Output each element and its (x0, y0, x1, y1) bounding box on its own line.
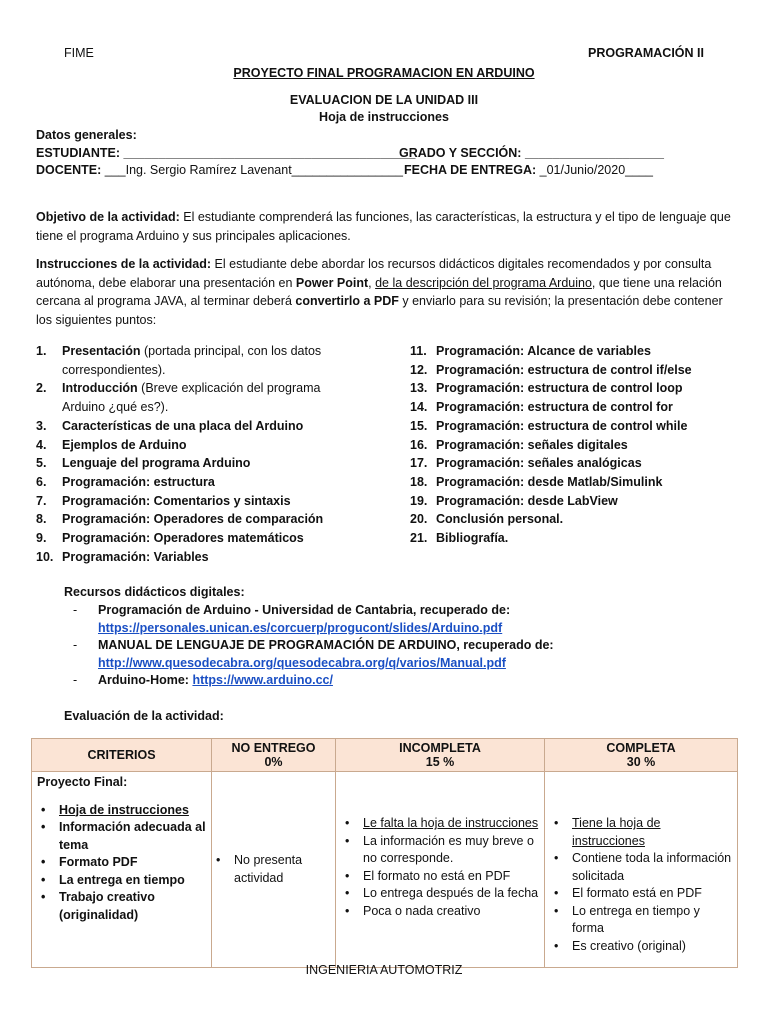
header-score: 0% (264, 755, 283, 769)
list-item (36, 379, 336, 416)
list-item (410, 510, 740, 529)
list-number: 4. (36, 437, 47, 452)
list-item (410, 529, 740, 548)
list-item (550, 938, 732, 956)
list-item (36, 529, 336, 548)
list-number: 21. (410, 531, 428, 546)
list-number: 14. (410, 400, 428, 415)
grade-label: GRADO Y SECCIÓN: (399, 146, 525, 160)
document-subtitle: EVALUACION DE LA UNIDAD III (289, 93, 479, 107)
list-number: 18. (410, 474, 428, 489)
list-item (410, 473, 740, 492)
resources-heading: Recursos didácticos digitales: (64, 585, 245, 599)
list-item (550, 903, 732, 938)
instructions-text-1: El estudiante debe abordar los recursos didácticos digitales recomendados y por consulta autónoma, debe elaborar una presentación en (36, 257, 712, 290)
instructions-text-3: , que tiene una relación cercana al programa JAVA, al terminar deberá (36, 275, 722, 308)
header-completa (545, 739, 738, 772)
resource-text: Programación de Arduino - Universidad de Cantabria, recuperado de: (98, 603, 511, 617)
list-item (37, 872, 206, 890)
list-item-title: Bibliografía. (436, 531, 509, 546)
incompleta-item: Lo entrega después de la fecha (363, 886, 539, 900)
list-item-title: Programación: Comentarios y sintaxis (62, 493, 291, 508)
list-item (410, 417, 740, 436)
header-score: 15 % (425, 755, 455, 769)
no-entrego-item: No presenta actividad (234, 853, 303, 885)
list-number: 19. (410, 493, 428, 508)
instructions-text-4: y enviarlo para su revisión; la presentación debe contener los siguientes puntos: (36, 294, 723, 327)
resource-text: MANUAL DE LENGUAJE DE PROGRAMACIÓN DE ARDUINO, recuperado de: (98, 638, 554, 652)
list-number: 11. (410, 344, 427, 358)
criteria-list (37, 802, 206, 925)
list-item-title: Conclusión personal. (436, 512, 564, 527)
list-number: 15. (410, 418, 428, 433)
header-incompleta (336, 739, 545, 772)
list-number: 10. (36, 549, 54, 564)
list-item (341, 903, 539, 921)
list-number: 13. (410, 381, 428, 396)
instructions-paragraph (36, 255, 742, 329)
date-value: _01/Junio/2020____ (539, 163, 653, 177)
list-item (341, 833, 539, 868)
completa-cell (545, 772, 738, 968)
list-item (70, 672, 730, 690)
header-label: NO ENTREGO (231, 741, 316, 755)
list-number: 2. (36, 381, 47, 396)
points-list-left (36, 342, 336, 566)
incompleta-item: Poca o nada creativo (363, 903, 481, 918)
list-item (36, 342, 336, 379)
teacher-label: DOCENTE: (36, 163, 105, 177)
teacher-value: ___Ing. Sergio Ramírez Lavenant________________ (104, 163, 403, 177)
list-number: 17. (410, 456, 428, 471)
list-item-title: Programación: Variables (62, 549, 209, 564)
list-item-title: Características de una placa del Arduino (62, 418, 304, 433)
list-item (410, 492, 740, 511)
dash-bullet: - (73, 638, 78, 652)
header-label: COMPLETA (606, 741, 676, 755)
list-item-title: Lenguaje del programa Arduino (62, 456, 251, 471)
list-number: 8. (36, 512, 47, 527)
evaluation-heading: Evaluación de la actividad: (64, 709, 224, 723)
list-item (212, 852, 330, 887)
list-item-title: Ejemplos de Arduino (62, 437, 187, 452)
incompleta-item: La información es muy breve o no corresponde. (363, 833, 534, 865)
grade-row (399, 146, 664, 160)
list-item (36, 417, 336, 436)
footer-text: INGENIERIA AUTOMOTRIZ (305, 963, 463, 977)
resource-link[interactable]: https://www.arduino.cc/ (192, 673, 333, 687)
resource-link[interactable]: http://www.quesodecabra.org/quesodecabra.org/q/varios/Manual.pdf (98, 655, 506, 670)
list-item (550, 885, 732, 903)
list-item (341, 885, 539, 903)
list-item (37, 802, 206, 820)
table-row (32, 772, 738, 968)
list-item-title: Programación: estructura de control for (436, 400, 673, 415)
list-item-title: Programación: estructura de control loop (436, 381, 683, 396)
header-left: FIME (64, 46, 94, 60)
criteria-item: Hoja de instrucciones (59, 802, 189, 817)
completa-list (550, 815, 732, 955)
list-item (550, 850, 732, 885)
list-item (410, 342, 740, 361)
list-item (70, 602, 730, 637)
instructions-text-2: , (368, 275, 376, 290)
table-header-row (32, 739, 738, 772)
list-number: 5. (36, 456, 47, 471)
list-item (36, 548, 336, 567)
completa-item: Lo entrega en tiempo y forma (572, 903, 700, 935)
document-subtitle-2: Hoja de instrucciones (319, 110, 449, 124)
teacher-row (36, 163, 403, 177)
incompleta-item: El formato no está en PDF (363, 868, 511, 883)
list-item-title: Programación: desde LabView (436, 493, 618, 508)
list-item (37, 889, 206, 924)
list-item (410, 436, 740, 455)
criteria-item: La entrega en tiempo (59, 872, 185, 887)
incompleta-cell (336, 772, 545, 968)
header-label: CRITERIOS (87, 748, 156, 762)
student-field[interactable]: __________________________________________ (123, 146, 416, 160)
header-no-entrego (212, 739, 336, 772)
objective-paragraph (36, 208, 736, 245)
list-item-title: Introducción (62, 381, 138, 396)
list-item (550, 815, 732, 850)
list-item (70, 637, 730, 672)
list-item-title: Programación: Alcance de variables (436, 344, 651, 358)
criteria-title: Proyecto Final: (37, 775, 128, 789)
list-item (37, 854, 206, 872)
list-number: 12. (410, 362, 428, 377)
list-item-title: Programación: señales analógicas (436, 456, 642, 471)
list-item (36, 510, 336, 529)
header-score: 30 % (626, 755, 656, 769)
resource-text: Arduino-Home: (98, 673, 193, 687)
objective-text: El estudiante comprenderá las funciones, las características, la estructura y el tipo de lenguaje que tiene el programa Arduino y sus principales aplicaciones. (36, 210, 731, 243)
list-number: 6. (36, 474, 47, 489)
student-row (36, 146, 415, 160)
completa-item: Es creativo (original) (572, 938, 686, 953)
evaluation-table (31, 738, 738, 968)
header-criterios (32, 739, 212, 772)
list-item (37, 819, 206, 854)
list-item-detail: (portada principal, con los datos correspondientes). (62, 344, 322, 377)
list-number: 20. (410, 512, 428, 527)
header-label: INCOMPLETA (399, 741, 481, 755)
list-item (341, 815, 539, 833)
list-number: 7. (36, 493, 47, 508)
resources-list (70, 602, 730, 690)
incompleta-list (341, 815, 539, 920)
list-item-title: Presentación (62, 344, 141, 358)
list-item (410, 454, 740, 473)
no-entrego-list (212, 852, 330, 887)
points-list-right (410, 342, 740, 548)
list-item (410, 361, 740, 380)
list-item-title: Programación: señales digitales (436, 437, 628, 452)
list-number: 1. (36, 344, 47, 358)
document-title: PROYECTO FINAL PROGRAMACION EN ARDUINO (233, 66, 535, 80)
criteria-cell (32, 772, 212, 968)
instructions-label: Instrucciones de la actividad: (36, 257, 212, 271)
list-item (36, 454, 336, 473)
no-entrego-cell (212, 772, 336, 968)
list-number: 16. (410, 437, 428, 452)
list-item-detail: (Breve explicación del programa Arduino ¿qué es?). (62, 381, 321, 415)
student-label: ESTUDIANTE: (36, 146, 124, 160)
completa-item: El formato está en PDF (572, 886, 702, 900)
list-number: 3. (36, 418, 47, 433)
grade-field[interactable]: ____________________ (524, 146, 664, 160)
objective-label: Objetivo de la actividad: (36, 210, 180, 224)
criteria-item: Formato PDF (59, 855, 138, 869)
date-label: FECHA DE ENTREGA: (404, 163, 540, 177)
criteria-item: Trabajo creativo (originalidad) (59, 890, 155, 922)
list-item-title: Programación: estructura de control while (436, 418, 688, 433)
dash-bullet: - (73, 603, 78, 617)
list-item (410, 398, 740, 417)
list-item-title: Programación: Operadores de comparación (62, 512, 324, 527)
list-item-title: Programación: estructura (62, 474, 215, 489)
list-item (36, 473, 336, 492)
header-right: PROGRAMACIÓN II (588, 46, 704, 60)
instructions-powerpoint: Power Point (295, 275, 369, 290)
list-item (36, 436, 336, 455)
list-item-title: Programación: estructura de control if/else (436, 362, 692, 377)
completa-item: Tiene la hoja de instrucciones (572, 816, 661, 848)
date-row (404, 163, 653, 177)
list-item (341, 868, 539, 886)
dash-bullet: - (73, 673, 78, 687)
criteria-item: Información adecuada al tema (59, 820, 206, 852)
resource-link[interactable]: https://personales.unican.es/corcuerp/progucont/slides/Arduino.pdf (98, 620, 503, 635)
list-number: 9. (36, 531, 47, 546)
instructions-pdf: convertirlo a PDF (295, 294, 399, 308)
list-item (410, 379, 740, 398)
general-data-heading: Datos generales: (36, 128, 137, 142)
list-item (36, 492, 336, 511)
list-item-title: Programación: desde Matlab/Simulink (436, 474, 663, 489)
completa-item: Contiene toda la información solicitada (572, 851, 732, 883)
instructions-underlined: de la descripción del programa Arduino (375, 275, 592, 290)
list-item-title: Programación: Operadores matemáticos (62, 531, 304, 546)
incompleta-item: Le falta la hoja de instrucciones (363, 816, 539, 830)
